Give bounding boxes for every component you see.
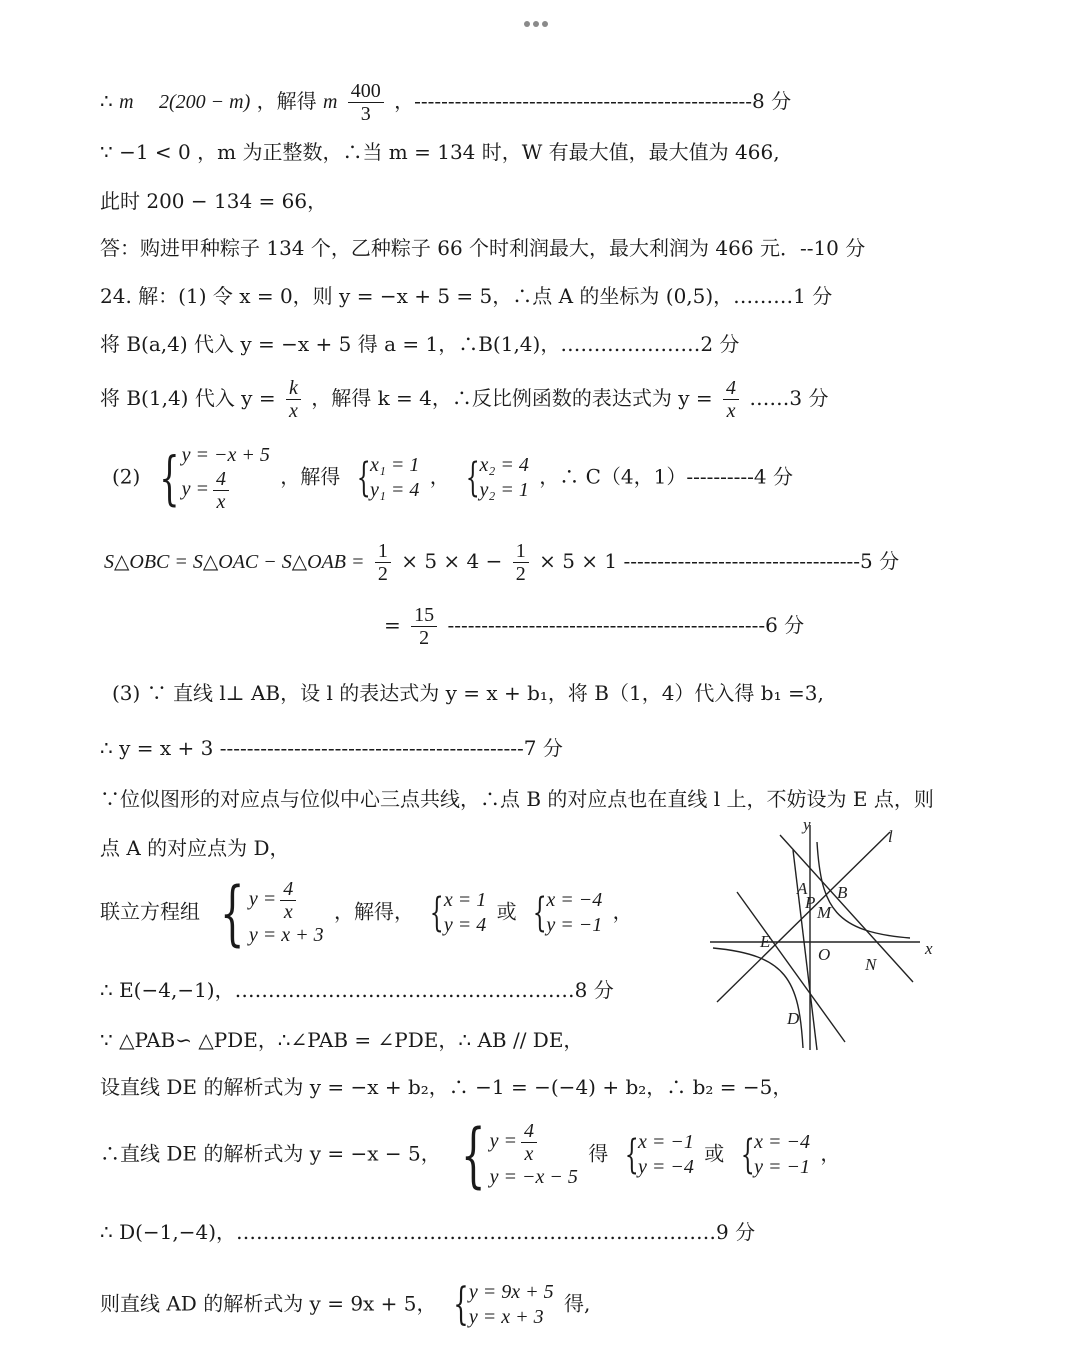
- label-x: x: [925, 939, 933, 958]
- solution-system-2: { x₂ = 4 y₂ = 1: [465, 454, 529, 501]
- line-de-setup: 设直线 DE 的解析式为 y = −x + b₂，∴ −1 = −(−4) + b₂，∴ b₂ = −5，: [100, 1075, 793, 1099]
- point-d-statement: 点 A 的对应点为 D，: [100, 836, 290, 860]
- fraction-4-over-x: $\frac{4}{x}$: [723, 377, 739, 422]
- similar-triangles: ∵ △PAB∽ △PDE，∴∠PAB = ∠PDE，∴ AB // DE，: [100, 1028, 584, 1052]
- problem-24-part-2: (2) { y = −x + 5 y = $\frac{4}{x}$ ，解得 { x₁ = 1 y₁ = 4 ， { x₂ = 4 y₂ = 1 ，∴ C（4，1）----------4 分: [112, 444, 793, 513]
- line-ad-system: 则直线 AD 的解析式为 y = 9x + 5， { y = 9x + 5 y = x + 3 得,: [100, 1279, 591, 1330]
- equation-system-1: { y = −x + 5 y = $\frac{4}{x}$: [159, 444, 270, 513]
- label-m: M: [817, 903, 832, 922]
- solution-line-3: 此时 200 − 134 = 66，: [100, 189, 328, 213]
- fraction-400-over-3: $\frac{400}{3}$: [348, 80, 384, 125]
- point-e-result: ∴ E(−4,−1)，……………………………………………8 分: [100, 978, 614, 1002]
- combined-system-e: 联立方程组 { y = $\frac{4}{x}$ y = x + 3 ，解得， { x = 1 y = 4 或 { x = −4 y = −1 ，: [100, 872, 633, 954]
- label-l: l: [888, 827, 893, 846]
- therefore-symbol: ∴: [100, 89, 113, 113]
- homothety-reason: ∵位似图形的对应点与位似中心三点共线，∴点 B 的对应点也在直线 l 上，不妨设为 E 点，则: [100, 787, 934, 811]
- label-n: N: [865, 955, 877, 974]
- label-a: A: [797, 879, 808, 898]
- more-options-icon[interactable]: [524, 8, 564, 18]
- label-y: y: [803, 815, 811, 834]
- solution-system-1: { x₁ = 1 y₁ = 4: [356, 454, 420, 501]
- coordinate-diagram: [705, 810, 945, 1055]
- fraction-k-over-x: $\frac{k}{x}$: [286, 377, 301, 422]
- area-result: = $\frac{15}{2}$ -----------------------------------------------6 分: [384, 604, 805, 649]
- label-d: D: [787, 1009, 800, 1028]
- problem-24-step-1: 24. 解：(1) 令 x = 0，则 y = −x + 5 = 5，∴点 A 的坐标为 (0,5)，………1 分: [100, 284, 833, 308]
- point-d-result: ∴ D(−1,−4)，………………………………………………………………9 分: [100, 1220, 756, 1244]
- solution-line-1: ∴ m 2(200 − m) ，解得 m $\frac{400}{3}$ ，--------------------------------------------------8 分: [100, 80, 792, 125]
- label-o: O: [818, 945, 831, 964]
- answer-line: 答：购进甲种粽子 134 个，乙种粽子 66 个时利润最大，最大利润为 466 元．--10 分: [100, 236, 866, 260]
- label-e: E: [760, 932, 771, 951]
- area-computation: S△OBC = S△OAC − S△OAB = $\frac{1}{2}$ × 5 × 4 − $\frac{1}{2}$ × 5 × 1 -----------------------------------5 分: [104, 540, 900, 585]
- problem-24-step-3: 将 B(1,4) 代入 y = $\frac{k}{x}$ ，解得 k = 4，∴反比例函数的表达式为 y = $\frac{4}{x}$ ……3 分: [100, 377, 829, 422]
- hyperbola-branch-2: [713, 948, 803, 1048]
- label-b: B: [837, 883, 848, 902]
- line-l: [717, 832, 890, 1002]
- problem-24-step-2: 将 B(a,4) 代入 y = −x + 5 得 a = 1，∴B(1,4)，…………………2 分: [100, 332, 740, 356]
- label-p: P: [805, 893, 816, 912]
- combined-system-d: ∴直线 DE 的解析式为 y = −x − 5， { y = $\frac{4}{x}$ y = −x − 5 得 { x = −1 y = −4 或 { x = −4 y = −1 ，: [100, 1114, 841, 1196]
- line-l-equation: ∴ y = x + 3 ---------------------------------------------7 分: [100, 736, 563, 760]
- solution-line-2: ∵ −1 < 0 ，m 为正整数，∴当 m = 134 时，W 有最大值，最大值为 466,: [100, 140, 780, 164]
- problem-24-part-3: (3) ∵ 直线 l⊥ AB，设 l 的表达式为 y = x + b₁，将 B（1，4）代入得 b₁ =3,: [112, 681, 824, 705]
